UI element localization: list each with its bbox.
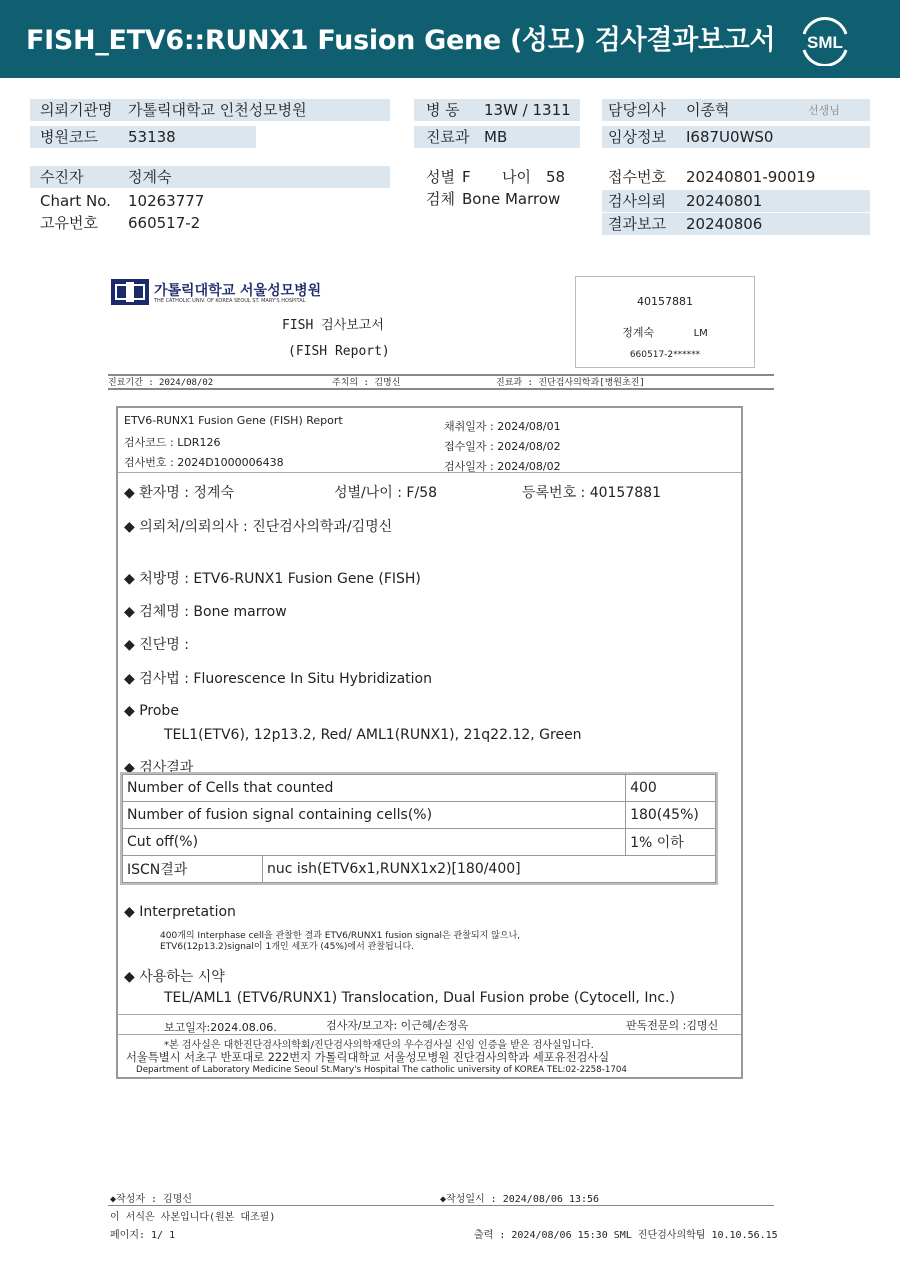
- interpretation-heading: ◆ Interpretation: [124, 904, 236, 920]
- hospital-name: 가톨릭대학교 서울성모병원: [154, 283, 322, 299]
- result-value: 400: [626, 775, 716, 802]
- id-name: 정계숙: [622, 326, 655, 339]
- result-date-value: 20240806: [686, 215, 763, 233]
- patient-value: 정계숙: [128, 168, 172, 186]
- id-uid: 660517-2******: [629, 350, 701, 360]
- uid-label: 고유번호: [40, 214, 98, 232]
- reagent-text: TEL/AML1 (ETV6/RUNX1) Translocation, Dual Fusion probe (Cytocell, Inc.): [164, 990, 675, 1006]
- table-row: [123, 829, 716, 856]
- visit-period: 진료기간 : 2024/08/02: [108, 378, 214, 388]
- result-label: Number of Cells that counted: [123, 775, 626, 802]
- clinical-row: [602, 126, 870, 148]
- report-title: FISH 검사보고서: [282, 318, 384, 333]
- reg-number-line: 등록번호 : 40157881: [522, 485, 661, 501]
- iscn-value: nuc ish(ETV6x1,RUNX1x2)[180/400]: [263, 856, 716, 883]
- doctor-label: 담당의사: [608, 101, 666, 119]
- collect-date: 채취일자 : 2024/08/01: [444, 420, 561, 433]
- specimen-line: ◆ 검체명 : Bone marrow: [124, 604, 287, 620]
- interpretation-line-1: 400개의 Interphase cell을 관찰한 결과 ETV6/RUNX1 fusion signal은 관찰되지 않으나,: [160, 931, 521, 941]
- hospital-logo-icon: [110, 278, 150, 306]
- reagent-heading: ◆ 사용하는 시약: [124, 969, 225, 985]
- clinical-value: I687U0WS0: [686, 128, 774, 146]
- lab-address-en: Department of Laboratory Medicine Seoul St.Mary's Hospital The catholic university of KOREA TEL:02-2258-1704: [136, 1065, 627, 1075]
- report-date: 보고일자:2024.08.06.: [164, 1021, 277, 1034]
- inst-row: [30, 99, 390, 121]
- chart-label: Chart No.: [40, 192, 111, 210]
- table-row: [123, 802, 716, 829]
- doctor-suffix: 선생님: [808, 104, 840, 117]
- logo-text: SML: [807, 33, 843, 52]
- result-table: [122, 774, 716, 883]
- receive-date: 접수일자 : 2024/08/02: [444, 440, 561, 453]
- hospital-subtitle: THE CATHOLIC UNIV. OF KOREA SEOUL ST. MARY'S HOSPITAL: [154, 298, 306, 304]
- sign-divider-top: [118, 1014, 741, 1015]
- uid-value: 660517-2: [128, 214, 201, 232]
- dept-label: 진료과: [426, 128, 470, 146]
- tester-reporter: 검사자/보고자: 이근혜/손정옥: [326, 1019, 469, 1032]
- attending-doctor: 주치의 : 김명신: [332, 378, 401, 388]
- receipt-label: 접수번호: [608, 168, 666, 186]
- table-row: [123, 775, 716, 802]
- lab-address: 서울특별시 서초구 반포대로 222번지 가톨릭대학교 서울성모병원 진단검사의학과 세포유전검사실: [126, 1051, 610, 1064]
- certification-note: *본 검사실은 대한진단검사의학회/진단검사의학재단의 우수검사실 신임 인증을 받은 검사실입니다.: [164, 1040, 594, 1051]
- uid-row: [30, 212, 390, 234]
- result-date-row: [602, 213, 870, 235]
- interpretation-line-2: ETV6(12p13.2)signal이 1개인 세포가 (45%)에서 관찰됩니다.: [160, 942, 414, 952]
- report-head-title: ETV6-RUNX1 Fusion Gene (FISH) Report: [124, 414, 343, 427]
- page-title: FISH_ETV6::RUNX1 Fusion Gene (성모) 검사결과보고서: [26, 25, 776, 56]
- clinical-label: 임상정보: [608, 128, 666, 146]
- dept-row: [414, 126, 580, 148]
- sign-divider-bottom: [118, 1034, 741, 1035]
- doctor-value: 이종혁: [686, 101, 730, 119]
- footer-divider: [108, 1205, 774, 1206]
- diagnosis-line: ◆ 진단명 :: [124, 637, 189, 653]
- result-value: 1% 이하: [626, 829, 716, 856]
- patient-row: [30, 166, 390, 188]
- writer: ◆작성자 : 김명신: [110, 1194, 193, 1205]
- sex-value: F: [462, 168, 471, 186]
- receipt-row: [602, 166, 870, 188]
- receipt-value: 20240801-90019: [686, 168, 816, 186]
- patient-info: [0, 0, 900, 250]
- id-number: 40157881: [637, 295, 693, 308]
- inst-value: 가톨릭대학교 인천성모병원: [128, 101, 307, 119]
- inst-label: 의뢰기관명: [40, 101, 113, 119]
- result-label: Number of fusion signal containing cells(%): [123, 802, 626, 829]
- visit-dept: 진료과 : 진단검사의학과[병원초진]: [496, 378, 645, 388]
- table-row: [123, 856, 716, 883]
- probe-heading: ◆ Probe: [124, 703, 179, 719]
- report-subtitle: (FISH Report): [288, 344, 390, 359]
- chart-row: [30, 190, 390, 212]
- dept-value: MB: [484, 128, 508, 146]
- id-tag: LM: [693, 328, 708, 339]
- print-info: 출력 : 2024/08/06 15:30 SML 진단검사의학팀 10.10.56.15: [474, 1230, 778, 1241]
- ward-label: 병 동: [426, 101, 460, 119]
- patient-name-line: ◆ 환자명 : 정계숙: [124, 485, 234, 501]
- specimen-row: [414, 188, 584, 210]
- copy-note: 이 서식은 사본입니다(원본 대조필): [110, 1212, 276, 1223]
- report-box: [116, 406, 743, 1079]
- iscn-label: ISCN결과: [123, 856, 263, 883]
- exam-date: 검사일자 : 2024/08/02: [444, 460, 561, 473]
- age-value: 58: [546, 168, 566, 186]
- page-number: 페이지: 1/ 1: [110, 1230, 176, 1241]
- age-label: 나이: [502, 168, 531, 186]
- sex-label: 성별: [426, 168, 455, 186]
- code-row: [30, 126, 256, 148]
- code-label: 병원코드: [40, 128, 98, 146]
- id-name-row: [576, 324, 754, 340]
- test-number: 검사번호 : 2024D1000006438: [124, 456, 284, 469]
- result-heading: ◆ 검사결과: [124, 760, 194, 776]
- id-box: [575, 276, 755, 368]
- request-row: [602, 190, 870, 212]
- referrer-line: ◆ 의뢰처/의뢰의사 : 진단검사의학과/김명신: [124, 519, 393, 535]
- result-label: Cut off(%): [123, 829, 626, 856]
- request-value: 20240801: [686, 192, 763, 210]
- request-label: 검사의뢰: [608, 192, 666, 210]
- result-date-label: 결과보고: [608, 215, 666, 233]
- test-code: 검사코드 : LDR126: [124, 436, 221, 449]
- header-divider: [118, 472, 741, 473]
- sex-age-line: 성별/나이 : F/58: [334, 485, 438, 501]
- chart-value: 10263777: [128, 192, 205, 210]
- specimen-label: 검체: [426, 190, 455, 208]
- visit-meta-line: [108, 374, 774, 390]
- prescription-line: ◆ 처방명 : ETV6-RUNX1 Fusion Gene (FISH): [124, 571, 421, 587]
- specimen-value: Bone Marrow: [462, 190, 561, 208]
- patient-label: 수진자: [40, 168, 84, 186]
- sexage-row: [414, 166, 584, 188]
- code-value: 53138: [128, 128, 176, 146]
- doctor-row: [602, 99, 870, 121]
- ward-value: 13W / 1311: [484, 101, 571, 119]
- method-line: ◆ 검사법 : Fluorescence In Situ Hybridization: [124, 671, 432, 687]
- judging-doctor: 판독전문의 :김명신: [626, 1019, 719, 1032]
- ward-row: [414, 99, 580, 121]
- probe-text: TEL1(ETV6), 12p13.2, Red/ AML1(RUNX1), 21q22.12, Green: [164, 727, 582, 743]
- written-datetime: ◆작성일시 : 2024/08/06 13:56: [440, 1194, 600, 1205]
- result-value: 180(45%): [626, 802, 716, 829]
